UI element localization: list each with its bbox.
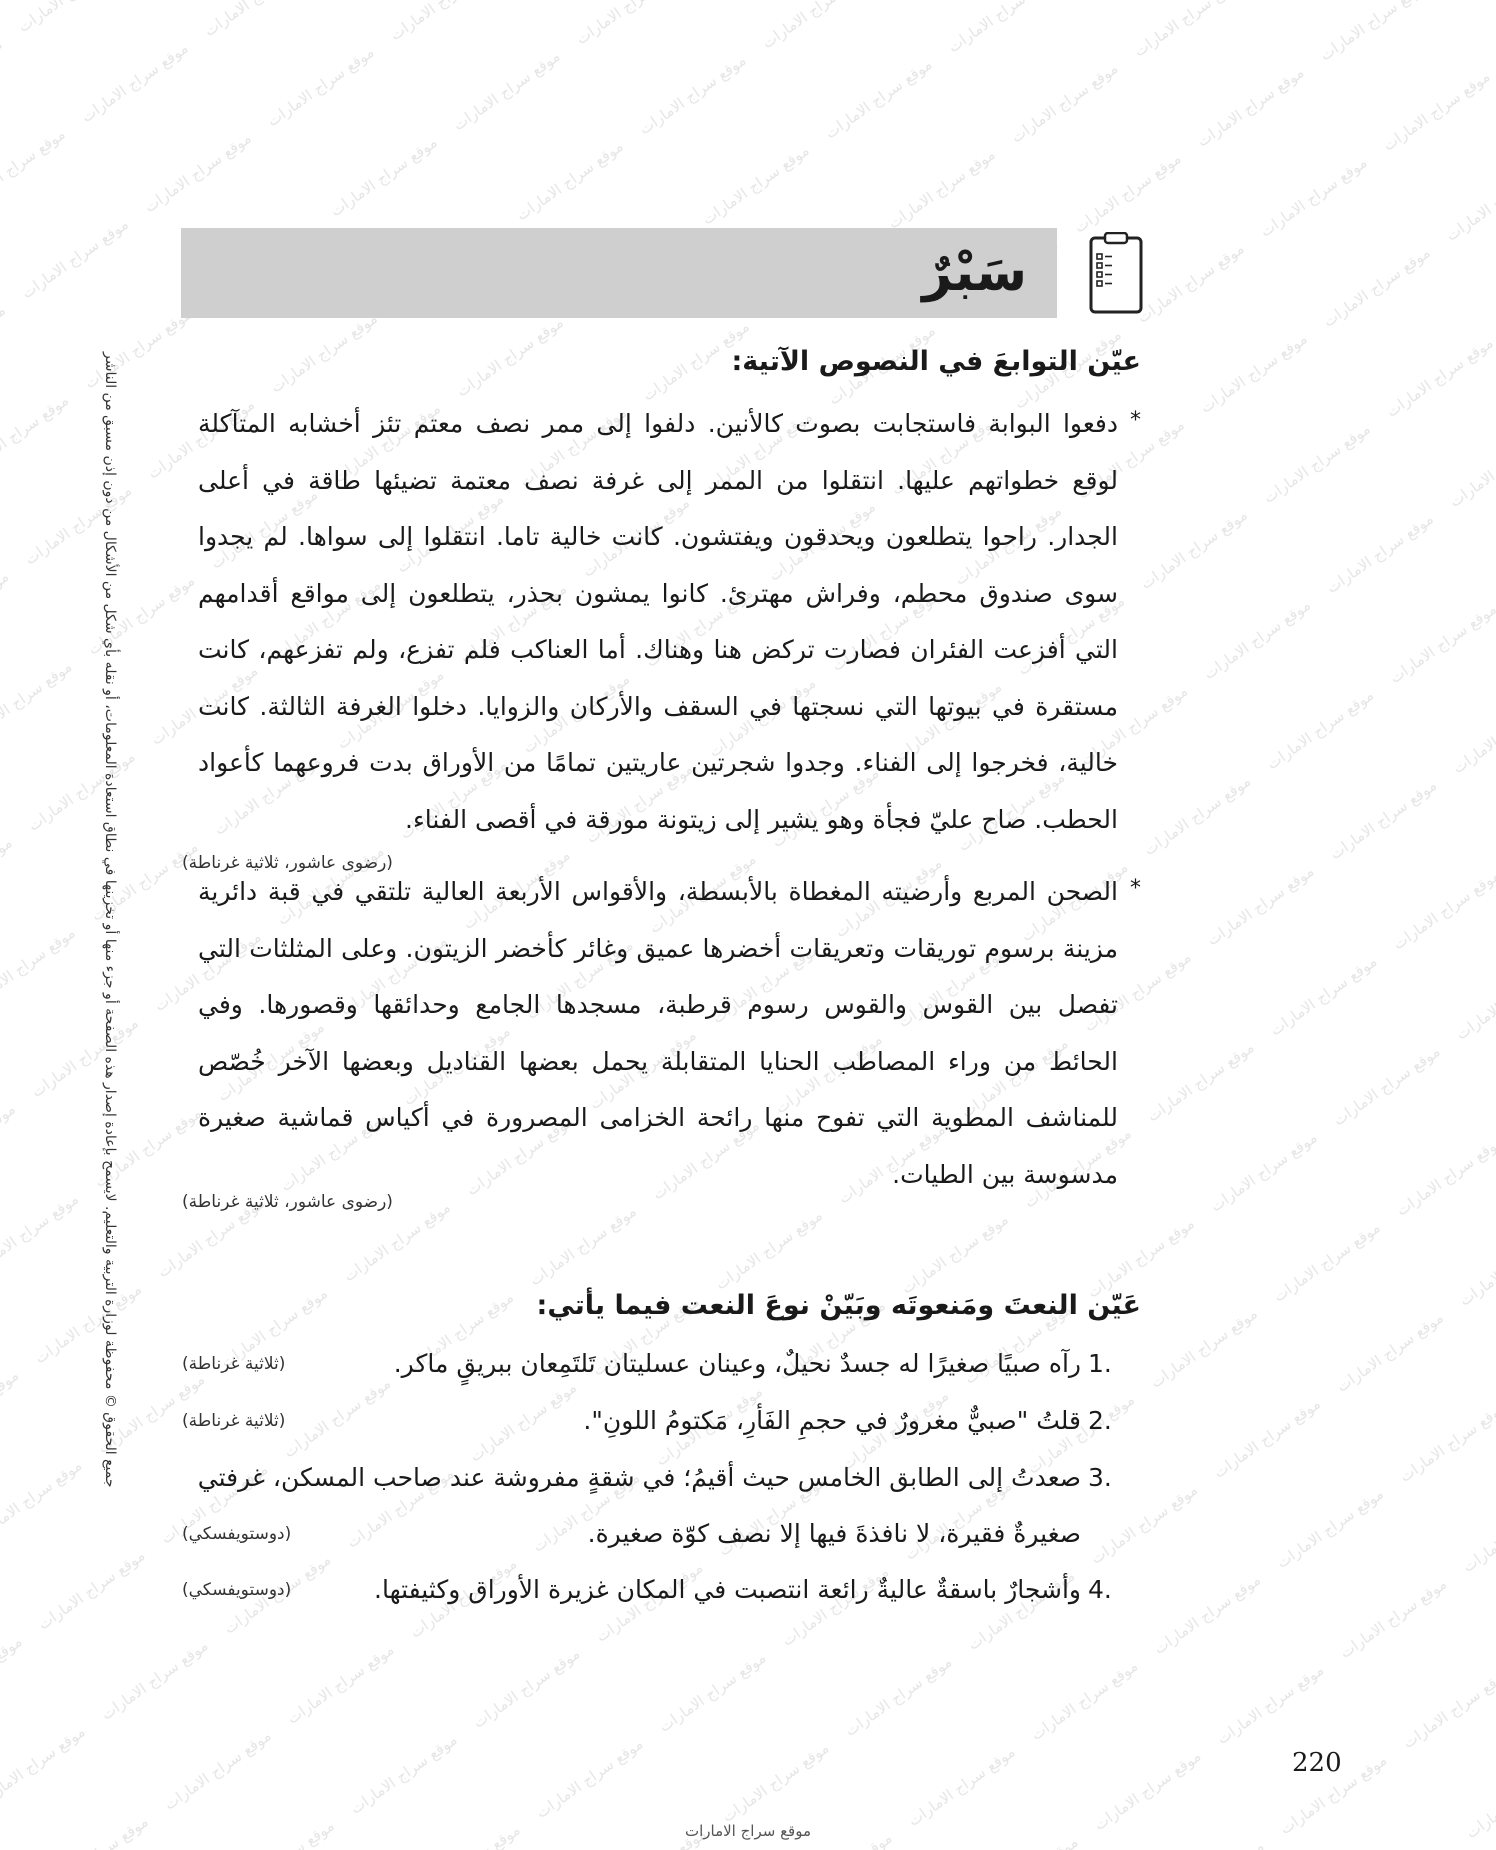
passage1-bullet: *	[1130, 408, 1141, 433]
header-bar	[181, 228, 1057, 318]
section1-heading: عيّن التوابعَ في النصوص الآتية:	[731, 346, 1141, 377]
exercise-2-number: 2.	[1088, 1406, 1112, 1435]
passage1-text: دفعوا البوابة فاستجابت بصوت كالأنين. دلفوا إلى ممر نصف معتم تئز أخشابه المتآكلة لوقع خطواتهم عليها. انتقلوا من الممر إلى غرفة نصف معتمة تضيئها طاقة في أعلى الجدار. راحوا يتطلعون ويحدقون ويفتشون. كانت خالية تاما. انتقلوا إلى سواها. لم يجدوا سوى صندوق محطم، وفراش مهترئ. كانوا يمشون بحذر، يتطلعون إلى مواقع أقدامهم التي أفزعت الفئران فصارت تركض هنا وهناك. أما العناكب فلم تفزع، ولم تفزعهم، كانت مستقرة في بيوتها التي نسجتها في السقف والأركان والزوايا. دخلوا الغرفة الثالثة. كانت خالية، فخرجوا إلى الفناء. وجدوا شجرتين عاريتين تمامًا من الأوراق بدت فروعهما كأعواد الحطب. صاح عليّ فجأة وهو يشير إلى زيتونة مورقة في أقصى الفناء.	[198, 409, 1118, 834]
exercise-3-number: 3.	[1088, 1463, 1112, 1492]
exercise-3-text-line1: صعدتُ إلى الطابق الخامس حيث أقيمُ؛ في شقةٍ مفروشة عند صاحب المسكن، غرفتي	[197, 1463, 1081, 1492]
copyright-side-note: جميع الحقوق © محفوظة لوزارة التربية والتعليم. لايسمح بإعادة إصدار هذه الصفحة أو جزء منها أو تخزينها في نطاق استعادة المعلومات، أو نقله بأي شكل من الأشكال من دون إذن مسبق من الناشر	[102, 352, 118, 1488]
passage2-source: (رضوى عاشور، ثلاثية غرناطة)	[182, 1192, 393, 1212]
passage2-bullet: *	[1130, 876, 1141, 901]
exercise-1-number: 1.	[1088, 1349, 1112, 1378]
exercise-3-text-line2: صغيرةٌ فقيرة، لا نافذةَ فيها إلا نصف كوّة صغيرة.	[587, 1519, 1081, 1548]
exercise-2-text: قلتُ "صبيٌّ مغرورٌ في حجمِ الفَأرِ، مَكتومُ اللونِ".	[583, 1406, 1081, 1435]
page-number: 220	[1292, 1748, 1342, 1778]
section2-heading: عَيّن النعتَ ومَنعوتَه وبَيّنْ نوعَ النعت فيما يأتي:	[536, 1290, 1141, 1321]
exercise-4-text: وأشجارٌ باسقةٌ عاليةٌ رائعة انتصبت في المكان غزيرة الأوراق وكثيفتها.	[374, 1575, 1081, 1604]
exercise-1-text: رآه صبيًا صغيرًا له جسدٌ نحيلٌ، وعينان عسليتان تَلتَمِعان ببريقٍ ماكر.	[393, 1349, 1081, 1378]
passage1-source: (رضوى عاشور، ثلاثية غرناطة)	[182, 853, 393, 873]
clipboard-checklist-icon	[1088, 232, 1144, 314]
exercise-2-source: (ثلاثية غرناطة)	[182, 1411, 286, 1431]
page-title: سَبْرٌ	[922, 243, 1027, 303]
exercise-1-source: (ثلاثية غرناطة)	[182, 1354, 286, 1374]
exercise-4-source: (دوستويفسكي)	[182, 1580, 292, 1600]
footer-site-name: موقع سراج الامارات	[684, 1822, 812, 1840]
exercise-4-number: 4.	[1088, 1575, 1112, 1604]
passage2-text: الصحن المربع وأرضيته المغطاة بالأبسطة، والأقواس الأربعة العالية تلتقي في قبة دائرية مزينة برسوم توريقات وتعريقات أخضرها عميق وغائر كأخضر الزيتون. وعلى المثلثات التي تفصل بين القوس والقوس رسوم قرطبة، مسجدها الجامع وحدائقها وقصورها. وفي الحائط من وراء المصاطب الحنايا المتقابلة يحمل بعضها القناديل وبعضها الآخر خُصّص للمناشف المطوية التي تفوح منها رائحة الخزامى المصرورة في أكياس قماشية صغيرة مدسوسة بين الطيات.	[198, 877, 1118, 1189]
exercise-3-source: (دوستويفسكي)	[182, 1524, 292, 1544]
